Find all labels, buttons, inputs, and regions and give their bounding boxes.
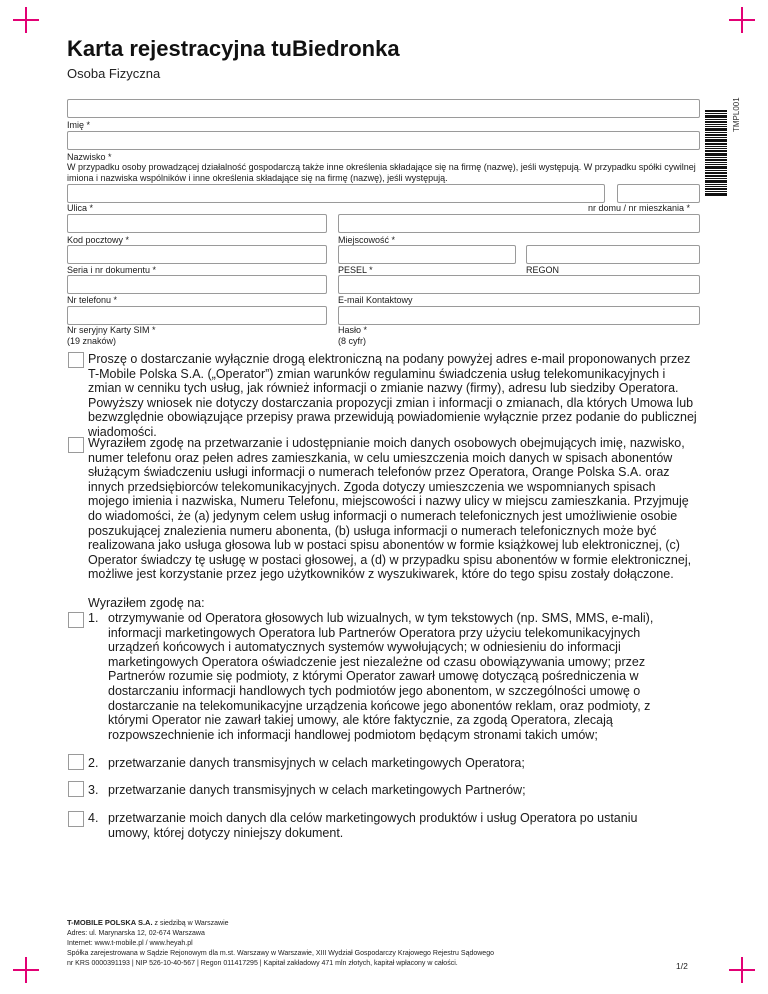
- postal-code-label: Kod pocztowy *: [67, 235, 130, 245]
- item-text: przetwarzanie moich danych dla celów marketingowych produktów i usług Operatora po ustaniu umowy, której dotyczy niniejszy dokument.: [108, 811, 638, 840]
- house-number-input[interactable]: [617, 184, 700, 203]
- marketing-consent-intro: Wyraziłem zgodę na:: [88, 596, 205, 610]
- marketing-consent-item-3: [88, 783, 688, 799]
- sim-serial-label: Nr seryjny Karty SIM *: [67, 325, 156, 335]
- house-number-label: nr domu / nr mieszkania *: [588, 203, 691, 213]
- marketing-consent-checkbox-3[interactable]: [68, 781, 84, 797]
- footer-company-suffix: z siedzibą w Warszawie: [152, 920, 229, 927]
- regon-input[interactable]: [526, 245, 700, 264]
- street-label: Ulica *: [67, 203, 94, 213]
- footer-address: Adres: ul. Marynarska 12, 02-674 Warszawa: [67, 930, 205, 937]
- postal-code-input[interactable]: [67, 214, 327, 233]
- pesel-input[interactable]: [338, 245, 516, 264]
- last-name-note: W przypadku osoby prowadzącej działalność gospodarczą także inne określenia składające się na firmę (nazwę), jeśli występują. W przypadku spółki cywilnej imiona i nazwiska wspólników i inne określenia składające się na firmę (nazwę), jeśli występują.: [67, 162, 696, 183]
- password-label: Hasło *: [338, 325, 368, 335]
- item-number: 1.: [88, 611, 99, 625]
- marketing-consent-item-4: [88, 811, 688, 843]
- item-text: przetwarzanie danych transmisyjnych w celach marketingowych Partnerów;: [108, 783, 526, 797]
- footer-company: T-MOBILE POLSKA S.A.: [67, 918, 153, 927]
- last-name-label: Nazwisko *: [67, 152, 112, 162]
- street-input[interactable]: [67, 184, 605, 203]
- form-title: Karta rejestracyjna tuBiedronka: [67, 36, 400, 61]
- phone-label: Nr telefonu *: [67, 295, 118, 305]
- document-number-input[interactable]: [67, 245, 327, 264]
- directory-consent-checkbox[interactable]: [68, 437, 84, 453]
- document-number-label: Seria i nr dokumentu *: [67, 265, 157, 275]
- footer-ids: nr KRS 0000391193 | NIP 526-10-40-567 | Regon 011417295 | Kapitał zakładowy 471 mln złotych, kapitał wpłacony w całości.: [67, 960, 458, 967]
- marketing-consent-checkbox-1[interactable]: [68, 612, 84, 628]
- first-name-label: Imię *: [67, 120, 91, 130]
- footer: [67, 918, 494, 969]
- footer-company-line: [67, 918, 494, 929]
- first-name-input[interactable]: [67, 99, 700, 118]
- item-number: 2.: [88, 756, 99, 770]
- registration-mark-bottom-right: [729, 957, 755, 983]
- pesel-label: PESEL *: [338, 265, 373, 275]
- registration-mark-top-right: [729, 7, 755, 33]
- marketing-consent-item-1: [88, 611, 688, 741]
- registration-mark-top-left: [13, 7, 39, 33]
- city-input[interactable]: [338, 214, 700, 233]
- directory-consent-text: Wyraziłem zgodę na przetwarzanie i udostępnianie moich danych osobowych obejmujących imię, nazwisko, numer telefonu oraz pełen adres zamieszkania, w celu umieszczenia moich danych w spisach abonentów służącym świadczeniu usługi informacji o numerach telefonów przez Operatora, Orange Polska S.A. oraz innych przedsiębiorców telekomunikacyjnych. Zgoda dotyczy umieszczenia we wspomnianych spisach mojego imienia i nazwiska, Numeru Telefonu, miejscowości i nazwy ulicy w miejscu zamieszkania. Przyjmuję do wiadomości, że (a) jedynym celem usług informacji o numerach telefonicznych jest umożliwienie osobie poszukującej znalezienia numeru abonenta, (b) usługa informacji o numerach telefonicznych może być realizowana jako usługa głosowa lub w postaci spisu abonentów w formie książkowej lub elektronicznej, (c) Operator świadczy tę usługę w postaci głosowej, a (d) w przypadku spisu abonentów w formie elektronicznej, możliwe jest korzystanie przez jego użytkowników z wyszukiwarek, które do tego spisu zostały dołączone.: [88, 436, 692, 582]
- email-input[interactable]: [338, 275, 700, 294]
- email-label: E-mail Kontaktowy: [338, 295, 413, 305]
- item-text: przetwarzanie danych transmisyjnych w celach marketingowych Operatora;: [108, 756, 525, 770]
- phone-input[interactable]: [67, 275, 327, 294]
- password-hint: (8 cyfr): [338, 336, 366, 346]
- footer-registration: Spółka zarejestrowana w Sądzie Rejonowym dla m.st. Warszawy w Warszawie, XIII Wydział Gospodarczy Krajowego Rejestru Sądowego: [67, 950, 494, 957]
- form-code: TMPL001: [732, 97, 741, 132]
- password-input[interactable]: [338, 306, 700, 325]
- item-number: 3.: [88, 783, 99, 797]
- city-label: Miejscowość *: [338, 235, 396, 245]
- regon-label: REGON: [526, 265, 560, 275]
- electronic-delivery-text: Proszę o dostarczanie wyłącznie drogą elektroniczną na podany powyżej adres e-mail proponowanych przez T-Mobile Polska S.A. („Operator”) zmian warunków regulaminu świadczenia usług telekomunikacyjnych i zmian w cenniku tych usług, jak również informacji o zmianie nazwy (firmy), adresu lub siedziby Operatora. Powyższy wniosek nie dotyczy dostarczania propozycji zmian i informacji o zmianach, dla których Umowa lub bezwzględnie obowiązujące przepisy prawa przewidują powiadomienie wyłącznie przez podanie do publicznej wiadomości.: [88, 352, 697, 439]
- item-number: 4.: [88, 811, 99, 825]
- marketing-consent-item-2: [88, 756, 688, 772]
- registration-mark-bottom-left: [13, 957, 39, 983]
- last-name-input[interactable]: [67, 131, 700, 150]
- form-subtitle: Osoba Fizyczna: [67, 66, 161, 81]
- marketing-consent-checkbox-4[interactable]: [68, 811, 84, 827]
- electronic-delivery-checkbox[interactable]: [68, 352, 84, 368]
- barcode-icon: [705, 110, 727, 210]
- page-number: 1/2: [676, 961, 688, 971]
- sim-serial-hint: (19 znaków): [67, 336, 117, 346]
- footer-internet: Internet: www.t-mobile.pl / www.heyah.pl: [67, 940, 193, 947]
- sim-serial-input[interactable]: [67, 306, 327, 325]
- item-text: otrzymywanie od Operatora głosowych lub wizualnych, w tym tekstowych (np. SMS, MMS, e-mali), informacji marketingowych Operatora lub Partnerów Operatora przy użyciu telekomunikacyjnych urządzeń końcowych i automatycznych systemów wywołujących; w odniesieniu do informacji marketingowych Operatora oświadczenie jest niezależne od czasu obowiązywania umowy; przez Partnerów rozumie się podmioty, z którymi Operator zawarł umowę dotyczącą pośredniczenia w dostarczaniu informacji handlowych tych podmiotów jego abonentom, w szczególności umowę o dostarczanie na telekomunikacyjne urządzenia końcowe jego abonentów reklam, oraz podmioty, z którymi Operator nie zawarł takiej umowy, ale które faktycznie, za zgodą Operatora, zlecają rozpowszechnienie ich informacji handlowej podmiotom będącym stronami takich umów;: [108, 611, 654, 742]
- marketing-consent-checkbox-2[interactable]: [68, 754, 84, 770]
